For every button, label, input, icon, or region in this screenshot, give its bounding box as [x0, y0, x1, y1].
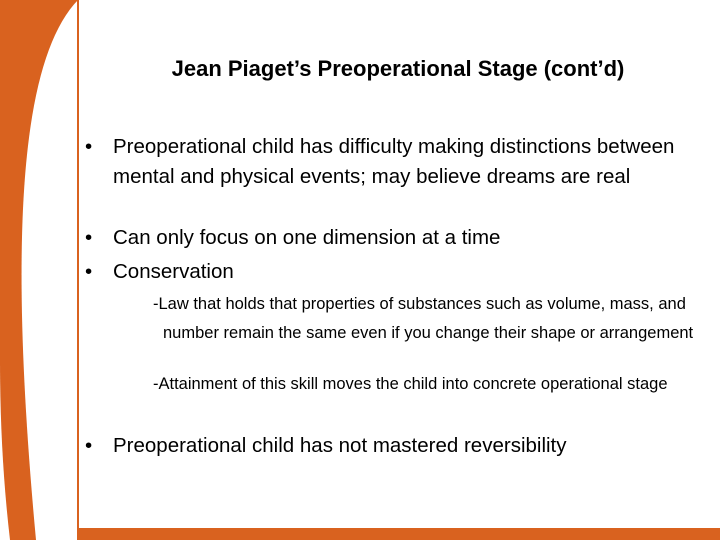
- bullet-text: Conservation: [113, 260, 234, 283]
- sub-list-item: -Attainment of this skill moves the child into concrete operational stage: [153, 375, 668, 393]
- list-item: [85, 257, 695, 287]
- list-item: [85, 132, 695, 192]
- sub-list-item: -Law that holds that properties of substances such as volume, mass, and number remain the same even if you change their shape or arrangement: [153, 295, 694, 342]
- bullet-marker: •: [85, 434, 93, 457]
- bullet-text: Preoperational child has not mastered reversibility: [113, 434, 567, 457]
- bullet-marker: •: [85, 226, 93, 249]
- bullet-marker: •: [85, 260, 93, 283]
- list-item: [85, 223, 695, 253]
- list-item: [85, 431, 695, 461]
- bullet-marker: •: [85, 135, 93, 158]
- bullet-text: Can only focus on one dimension at a time: [113, 226, 501, 249]
- bullet-text: Preoperational child has difficulty making distinctions between mental and physical events; may believe dreams are real: [113, 135, 675, 188]
- bottom-rule: [78, 528, 720, 540]
- slide-title: Jean Piaget’s Preoperational Stage (cont’d): [171, 56, 625, 81]
